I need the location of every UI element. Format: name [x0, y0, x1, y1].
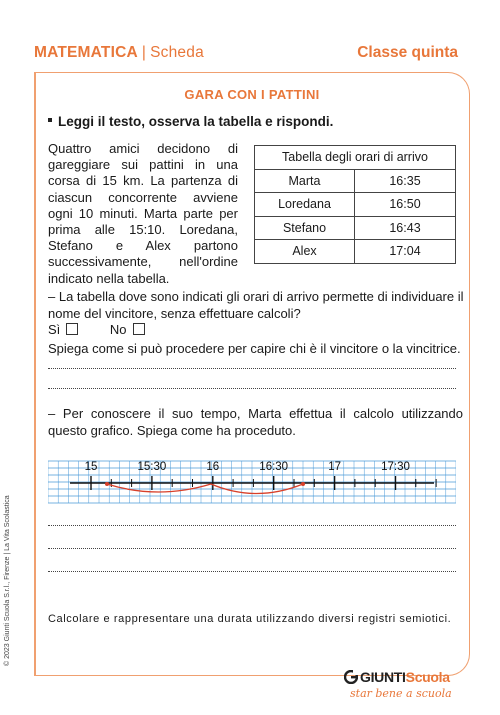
end-point	[301, 482, 305, 486]
runner-name: Alex	[255, 240, 355, 264]
arrival-table	[254, 145, 456, 264]
table-caption: Tabella degli orari di arrivo	[255, 146, 456, 170]
logo-brand	[360, 669, 450, 685]
timeline-labels	[85, 461, 410, 473]
instruction	[48, 114, 333, 129]
table-row	[255, 193, 456, 217]
choice-yes-label: Sì	[48, 322, 61, 337]
timeline-label: 15	[84, 461, 98, 473]
header-subject	[34, 44, 204, 62]
answer-line[interactable]	[48, 388, 456, 389]
table-row	[255, 240, 456, 264]
answer-line[interactable]	[48, 525, 456, 526]
giunti-g-icon	[344, 670, 358, 684]
table-header-row	[255, 146, 456, 170]
answer-line[interactable]	[48, 571, 456, 572]
logo-tagline: star bene a scuola	[350, 687, 452, 700]
publisher-logo	[344, 669, 474, 709]
choice-yes	[48, 322, 78, 337]
answer-line[interactable]	[48, 368, 456, 369]
explain-prompt: Spiega come si può procedere per capire chi è il vincitore o la vincitrice.	[48, 341, 461, 356]
choice-no	[110, 322, 145, 337]
sheet-label: Scheda	[150, 44, 204, 61]
checkbox-yes[interactable]	[66, 323, 78, 335]
table-row	[255, 216, 456, 240]
instruction-text: Leggi il testo, osserva la tabella e rispondi.	[58, 114, 334, 129]
card-left-border	[34, 72, 36, 676]
arrival-time: 16:50	[355, 193, 456, 217]
runner-name: Stefano	[255, 216, 355, 240]
checkbox-no[interactable]	[133, 323, 145, 335]
timeline-label: 17	[328, 461, 341, 473]
timeline-label: 17:30	[381, 461, 410, 473]
arrival-time: 16:43	[355, 216, 456, 240]
class-label: Classe quinta	[357, 44, 458, 61]
timeline-label: 16	[206, 461, 220, 473]
bullet-icon	[48, 118, 52, 122]
runner-name: Marta	[255, 169, 355, 193]
worksheet-title: GARA CON I PATTINI	[184, 87, 320, 102]
subject-label: MATEMATICA	[34, 44, 138, 61]
jump-arc-1	[107, 484, 211, 492]
logo-brand-a: GIUNTI	[360, 669, 406, 685]
arrival-time: 16:35	[355, 169, 456, 193]
page-header	[34, 44, 458, 66]
story-text: Quattro amici decidono di gareggiare sui pattini in una corsa di 15 km. La partenza di ciascun concorrente avviene ogni 10 minuti. Marta parte per prima alle 15:10. Loredana, Stefano e Alex partono successivamente, nell'ordine indicato nella tabella.	[48, 141, 238, 286]
header-separator: |	[141, 44, 147, 61]
runner-name: Loredana	[255, 193, 355, 217]
answer-line[interactable]	[48, 548, 456, 549]
timeline-label: 15:30	[137, 461, 167, 473]
choice-no-label: No	[109, 322, 127, 337]
timeline-graph	[48, 455, 456, 505]
table-row	[255, 169, 456, 193]
logo-brand-b: Scuola	[405, 669, 450, 685]
copyright-text: © 2023 Giunti Scuola S.r.l., Firenze | La Vita Scolastica	[4, 495, 11, 666]
timeline-label: 16:30	[259, 461, 289, 473]
yes-no-choices	[48, 322, 173, 337]
learning-objective: Calcolare e rappresentare una durata utilizzando diversi registri semiotici.	[48, 613, 452, 625]
question-2: – Per conoscere il suo tempo, Marta effettua il calcolo utilizzando questo grafico. Spiega come ha proceduto.	[48, 406, 463, 438]
arrival-time: 17:04	[355, 240, 456, 264]
start-point	[105, 482, 109, 486]
question-1: – La tabella dove sono indicati gli orari di arrivo permette di individuare il nome del vincitore, senza effettuare calcoli?	[48, 289, 464, 321]
